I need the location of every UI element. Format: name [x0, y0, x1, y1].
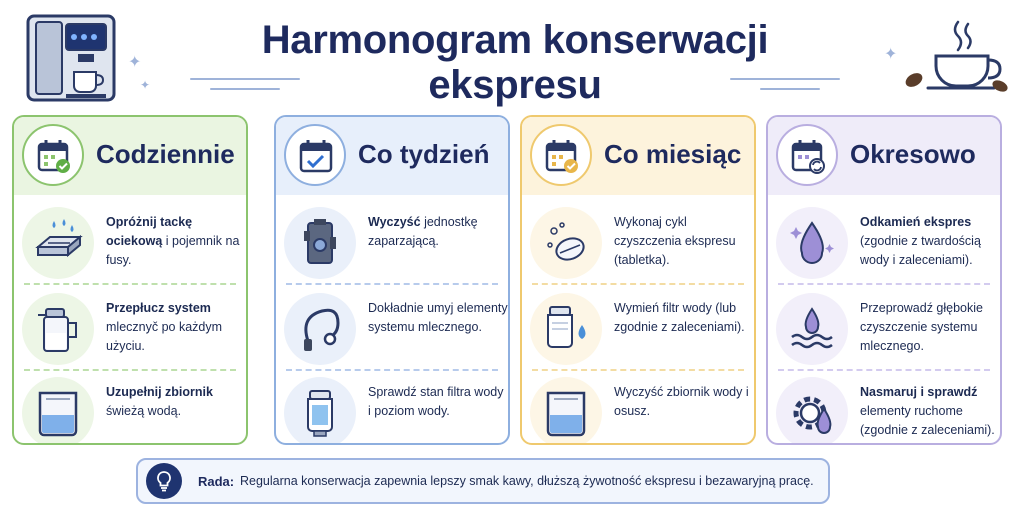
column-weekly	[274, 115, 510, 445]
task-text: Wymień filtr wody (lub zgodnie z zaleceniami).	[614, 301, 745, 334]
brew-unit-icon	[284, 207, 356, 279]
descale-drop-icon	[776, 207, 848, 279]
cleaning-tablet-icon	[530, 207, 602, 279]
water-filter-icon	[284, 377, 356, 445]
task-item	[768, 285, 1000, 369]
milk-container-icon	[22, 293, 94, 365]
water-tank-icon	[22, 377, 94, 445]
task-item	[768, 199, 1000, 283]
task-bold: Opróżnij tackę ociekową	[106, 215, 193, 248]
title-underline-left	[190, 78, 300, 80]
task-text: Wykonaj cykl czyszczenia ekspresu (tabletka).	[614, 215, 736, 267]
calendar-refresh-icon	[776, 124, 838, 186]
task-bold: Wyczyść	[368, 215, 421, 229]
task-text: Dokładnie umyj elementy systemu mlecznego.	[368, 301, 508, 334]
column-title: Co miesiąc	[604, 139, 742, 169]
drip-tray-icon	[22, 207, 94, 279]
task-item	[14, 285, 246, 369]
title-underline-left	[210, 88, 280, 90]
task-text: jednostkę zaparzającą.	[368, 215, 478, 248]
sparkle-icon: ✦	[140, 78, 151, 92]
column-monthly	[520, 115, 756, 445]
column-title: Co tydzień	[358, 139, 490, 169]
task-item	[276, 369, 508, 445]
column-periodic	[766, 115, 1002, 445]
calendar-check-icon	[22, 124, 84, 186]
task-item	[522, 285, 754, 369]
gear-drop-icon	[776, 377, 848, 445]
title-underline-right	[730, 78, 840, 80]
task-item	[522, 199, 754, 283]
task-item	[522, 369, 754, 445]
task-text: elementy ruchome (zgodnie z zaleceniami).	[860, 404, 995, 437]
milk-hose-icon	[284, 293, 356, 365]
tip-banner	[136, 458, 830, 504]
column-title: Codziennie	[96, 139, 235, 169]
column-title: Okresowo	[850, 139, 976, 169]
coffee-cup-icon	[900, 18, 1010, 98]
task-text: (zgodnie z twardością wody i zaleceniami).	[860, 234, 981, 267]
task-bold: Nasmaruj i sprawdź	[860, 385, 978, 399]
column-header	[14, 117, 246, 195]
title-underline-right	[760, 88, 820, 90]
task-item	[276, 199, 508, 283]
column-header	[276, 117, 508, 195]
coffee-machine-icon	[22, 12, 120, 104]
calendar-month-icon	[530, 124, 592, 186]
task-bold: Przepłucz system	[106, 301, 211, 315]
task-bold: Uzupełnij zbiornik	[106, 385, 213, 399]
task-text: mlecznyč po każdym użyciu.	[106, 320, 223, 353]
filter-drop-icon	[530, 293, 602, 365]
column-daily	[12, 115, 248, 445]
task-text: Wyczyść zbiornik wody i osusz.	[614, 385, 749, 418]
task-item	[14, 369, 246, 445]
sparkle-icon: ✦	[128, 54, 142, 71]
calendar-week-icon	[284, 124, 346, 186]
lightbulb-icon	[146, 463, 182, 499]
task-text: i pojemnik na fusy.	[106, 234, 240, 267]
task-item	[768, 369, 1000, 445]
task-item	[14, 199, 246, 283]
task-item	[276, 285, 508, 369]
task-bold: Odkamień ekspres	[860, 215, 972, 229]
water-tank-icon	[530, 377, 602, 445]
task-text: Przeprowadź głębokie czyszczenie systemu mlecznego.	[860, 301, 983, 353]
column-header	[768, 117, 1000, 195]
task-text: Sprawdź stan filtra wody i poziom wody.	[368, 385, 504, 418]
deep-clean-icon	[776, 293, 848, 365]
task-text: świeżą wodą.	[106, 404, 182, 418]
tip-text: Regularna konserwacja zapewnia lepszy smak kawy, dłuższą żywotność ekspresu i bezawaryjną pracę.	[240, 474, 814, 488]
page-title: Harmonogram konserwacji ekspresu	[261, 18, 769, 107]
sparkle-icon: ✦	[884, 46, 898, 63]
column-header	[522, 117, 754, 195]
tip-label: Rada:	[198, 474, 235, 489]
